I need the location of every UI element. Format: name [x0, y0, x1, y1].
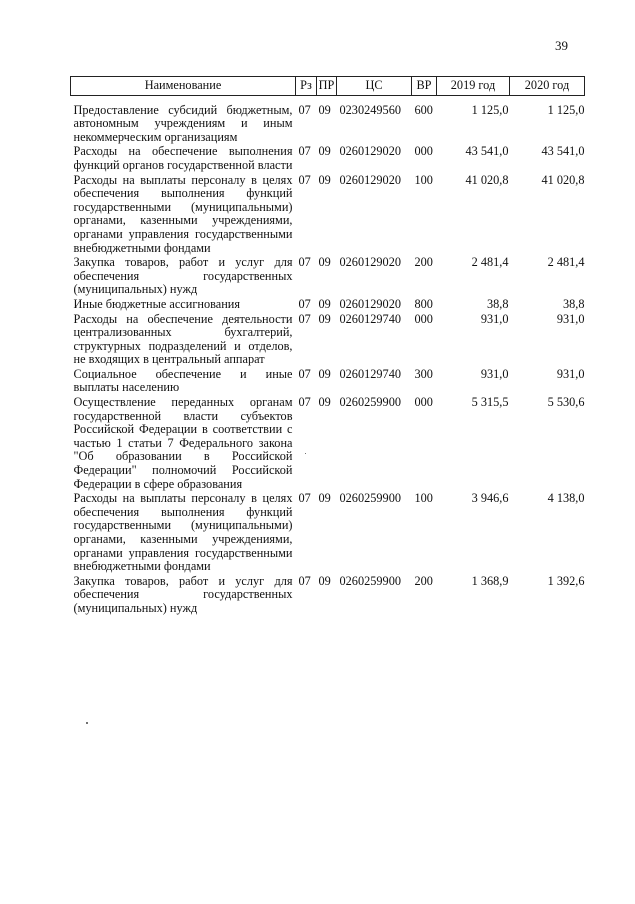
page-number: 39: [555, 38, 568, 53]
row-2020: 2 481,4: [547, 255, 585, 270]
row-cs: 0260259900: [339, 573, 401, 588]
row-2019: 2 481,4: [471, 255, 509, 270]
row-2020: 1 392,6: [547, 573, 585, 588]
row-rz: 07: [298, 311, 311, 326]
row-2020: 4 138,0: [547, 491, 585, 506]
row-cs: 0260129740: [339, 311, 401, 326]
row-2019: 1 125,0: [471, 102, 509, 117]
table-row: [71, 173, 585, 256]
row-rz: 07: [298, 573, 311, 588]
row-pr: 09: [318, 255, 331, 270]
table-row: [71, 574, 585, 616]
table-row: [71, 144, 585, 172]
scan-speck: [305, 453, 306, 454]
table-row: [71, 95, 585, 144]
row-2020: 43 541,0: [541, 144, 585, 159]
row-2020: 1 125,0: [547, 102, 585, 117]
row-pr: 09: [318, 102, 331, 117]
row-rz: 07: [298, 395, 311, 410]
row-name: Предоставление субсидий бюджетным, автономным учреждениям и иным некоммерческим организациям: [73, 102, 293, 144]
header-pr: ПР: [317, 77, 337, 96]
row-2019: 931,0: [480, 366, 509, 381]
row-pr: 09: [318, 311, 331, 326]
row-pr: 09: [318, 366, 331, 381]
row-name: Расходы на обеспечение выполнения функций органов государственной власти: [73, 144, 293, 172]
row-2019: 3 946,6: [471, 491, 509, 506]
row-rz: 07: [298, 491, 311, 506]
row-name: Закупка товаров, работ и услуг для обеспечения государственных (муниципальных) нужд: [73, 255, 293, 297]
header-2020: 2020 год: [510, 77, 585, 96]
row-2020: 931,0: [556, 366, 585, 381]
table-row: [71, 367, 585, 395]
row-2019: 41 020,8: [465, 172, 509, 187]
row-name: Осуществление переданных органам государственной власти субъектов Российской Федерации в соответствии с частью 1 статьи 7 Федерального закона "Об образовании в Российской Федерации" полномочий Российской Федерации в сфере образования: [73, 395, 293, 491]
row-pr: 09: [318, 296, 331, 311]
header-rz: Рз: [296, 77, 317, 96]
row-cs: 0260129020: [339, 255, 401, 270]
row-name: Расходы на выплаты персоналу в целях обеспечения выполнения функций государственными (муниципальными) органами, казенными учреждениями, органами управления государственными внебюджетными фондами: [73, 491, 293, 574]
table-header: [71, 77, 585, 96]
row-2019: 43 541,0: [465, 144, 509, 159]
table-row: [71, 255, 585, 297]
row-2019: 5 315,5: [471, 395, 509, 410]
header-name: Наименование: [71, 77, 296, 96]
row-2019: 38,8: [486, 296, 509, 311]
row-name: Иные бюджетные ассигнования: [73, 296, 241, 311]
row-2020: 5 530,6: [547, 395, 585, 410]
header-cs: ЦС: [337, 77, 412, 96]
row-pr: 09: [318, 573, 331, 588]
row-cs: 0260259900: [339, 491, 401, 506]
row-pr: 09: [318, 395, 331, 410]
row-cs: 0230249560: [339, 102, 401, 117]
row-pr: 09: [318, 172, 331, 187]
table-row: [71, 491, 585, 574]
row-rz: 07: [298, 102, 311, 117]
row-cs: 0260129020: [339, 296, 401, 311]
row-rz: 07: [298, 255, 311, 270]
row-vr: 100: [414, 172, 433, 187]
row-name: Социальное обеспечение и иные выплаты населению: [73, 366, 293, 395]
row-name: Закупка товаров, работ и услуг для обеспечения государственных (муниципальных) нужд: [73, 573, 293, 615]
row-vr: 800: [414, 296, 433, 311]
scan-speck: [86, 722, 88, 724]
row-2019: 1 368,9: [471, 573, 509, 588]
row-vr: 000: [414, 395, 433, 410]
row-vr: 600: [414, 102, 433, 117]
row-name: Расходы на выплаты персоналу в целях обеспечения выполнения функций государственными (муниципальными) органами, казенными учреждениями, органами управления государственными внебюджетными фондами: [73, 172, 293, 255]
row-cs: 0260129020: [339, 144, 401, 159]
row-vr: 300: [414, 366, 433, 381]
row-pr: 09: [318, 144, 331, 159]
budget-table: [70, 76, 585, 616]
row-vr: 200: [414, 255, 433, 270]
row-pr: 09: [318, 491, 331, 506]
table-body: [71, 95, 585, 615]
row-rz: 07: [298, 144, 311, 159]
table-row: [71, 312, 585, 367]
row-cs: 0260129020: [339, 172, 401, 187]
row-vr: 000: [414, 144, 433, 159]
table-row: [71, 297, 585, 312]
row-rz: 07: [298, 366, 311, 381]
row-vr: 200: [414, 573, 433, 588]
row-cs: 0260129740: [339, 366, 401, 381]
row-2019: 931,0: [480, 311, 509, 326]
row-rz: 07: [298, 296, 311, 311]
row-name: Расходы на обеспечение деятельности централизованных бухгалтерий, структурных подразделений и отделов, не входящих в центральный аппарат: [73, 311, 293, 367]
row-2020: 38,8: [562, 296, 585, 311]
header-vr: ВР: [412, 77, 437, 96]
row-vr: 100: [414, 491, 433, 506]
row-cs: 0260259900: [339, 395, 401, 410]
row-2020: 931,0: [556, 311, 585, 326]
header-2019: 2019 год: [437, 77, 510, 96]
table-row: [71, 395, 585, 491]
row-rz: 07: [298, 172, 311, 187]
row-2020: 41 020,8: [541, 172, 585, 187]
row-vr: 000: [414, 311, 433, 326]
